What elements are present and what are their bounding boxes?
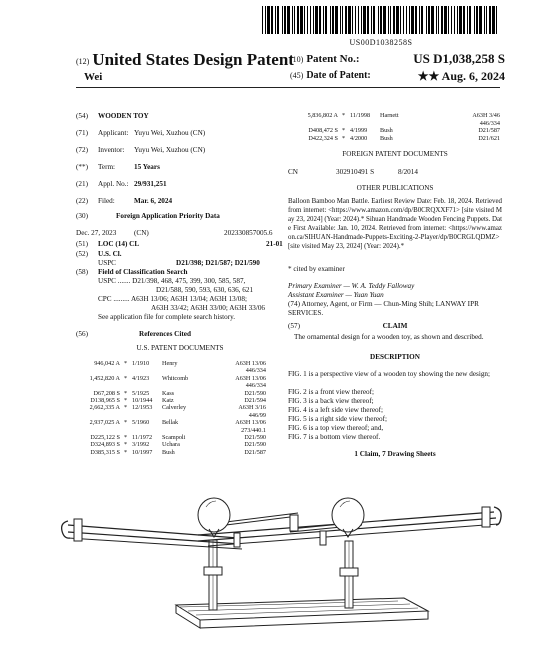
reference-name: Bellak — [162, 419, 179, 427]
reference-class: D21/621 — [478, 134, 500, 142]
right-puppet-post — [340, 541, 358, 608]
barcode-bar — [307, 6, 308, 34]
reference-number: D324,893 S — [90, 441, 120, 449]
inid-code: (54) — [76, 112, 88, 120]
reference-date: 4/1999 — [350, 127, 368, 135]
reference-date: 4/1923 — [132, 374, 150, 382]
barcode-bar — [444, 6, 447, 34]
priority-date: Dec. 27, 2023 — [76, 229, 117, 237]
reference-number: 5,836,802 A — [307, 112, 338, 119]
barcode-bar — [358, 6, 359, 34]
field-note-text: See application file for complete search history. — [98, 313, 236, 321]
inid-code: (57) — [288, 322, 300, 330]
barcode-bar — [352, 6, 353, 34]
reference-number: D138,965 S — [90, 397, 120, 404]
claim-text: The ornamental design for a wooden toy, as shown and described. — [294, 333, 484, 341]
biblio-label: Filed: — [98, 197, 115, 205]
reference-name: Uchara — [162, 441, 180, 449]
barcode-bar — [319, 6, 321, 34]
uscl-label: U.S. Cl. — [98, 250, 122, 258]
reference-star: * — [342, 127, 346, 135]
patent-date-label: Date of Patent: — [306, 70, 371, 81]
figure-description: FIG. 3 is a back view thereof; — [288, 397, 374, 405]
reference-number: D67,208 S — [93, 389, 120, 397]
filed-value: Mar. 6, 2024 — [134, 197, 173, 205]
biblio-label: Term: — [98, 163, 116, 171]
inventor-short-name: Wei — [84, 71, 103, 83]
inid-code: (56) — [76, 330, 88, 338]
barcode-bar — [459, 6, 462, 34]
barcode-bar — [457, 6, 458, 34]
reference-name: Bush — [162, 448, 175, 456]
barcode-bar — [304, 6, 305, 34]
barcode-bar — [438, 6, 439, 34]
reference-star: * — [342, 134, 346, 142]
barcode-bar — [419, 6, 420, 34]
foreign-row — [288, 168, 502, 177]
barcode-bar — [355, 6, 356, 34]
description-title: DESCRIPTION — [370, 353, 420, 361]
references-title: References Cited — [139, 330, 191, 338]
barcode-bar — [469, 6, 471, 34]
other-publications-text: Balloon Bamboo Man Battle. Earliest Review Date: Feb. 18, 2024. Retrieved from internet: <https://www.amazon.com/dp/B0CRQXXF71> [site visited May 23, 2024] (Year: 2024).* Sihuan Handmade Wooden Fencing Puppets. Date First Available: Jan. 10, 2024. Retrieved from internet: <https://www.amazon.ca/SIHUAN-Handmade-Puppets-Exciting-2-Player/dp/B0CRGLQDMZ> [site visited May 23, 2024] (Year: 2024).* — [288, 198, 502, 250]
reference-class: D21/590 — [244, 441, 266, 449]
reference-star: * — [124, 360, 128, 367]
figure-description: FIG. 6 is a top view thereof; and, — [288, 424, 384, 432]
barcode-bar — [340, 6, 341, 34]
inid-code: (71) — [76, 129, 88, 137]
attorney-agent: (74) Attorney, Agent, or Firm — Chun-Ming Shih; LANWAY IPR SERVICES. — [288, 300, 479, 318]
reference-date: 5/1925 — [132, 389, 150, 397]
reference-number: D408,472 S — [308, 127, 338, 135]
barcode-bar — [476, 6, 478, 34]
field-cpc-text: CPC ......... A63H 13/06; A63H 13/04; A63H 13/08; — [98, 295, 247, 303]
reference-date: 5/1960 — [132, 419, 150, 427]
figure-description: FIG. 2 is a front view thereof; — [288, 388, 375, 396]
foreign-title: FOREIGN PATENT DOCUMENTS — [342, 150, 448, 158]
document-type: United States Design Patent — [92, 50, 294, 69]
reference-date: 4/2000 — [350, 134, 368, 142]
locarno-value: 21-01 — [266, 240, 283, 248]
barcode-bar — [441, 6, 443, 34]
reference-name: Katz — [162, 397, 174, 404]
reference-star: * — [124, 397, 128, 404]
barcode-bar — [474, 6, 475, 34]
barcode-bar — [479, 6, 482, 34]
reference-name: Scampoli — [162, 434, 186, 441]
uspc-label: USPC — [98, 259, 116, 267]
inid-code: (21) — [76, 180, 88, 188]
assistant-examiner: Assistant Examiner — Yuan Yuan — [288, 291, 384, 299]
barcode-bar — [348, 6, 351, 34]
reference-class: A63H 13/06 — [235, 374, 266, 382]
inid-code: (**) — [76, 163, 88, 171]
barcode-bar — [451, 6, 452, 34]
patent-date-line — [290, 70, 505, 81]
barcode-bar — [363, 6, 366, 34]
reference-star: * — [342, 112, 346, 119]
barcode-bar — [396, 6, 399, 34]
claim-title: CLAIM — [382, 322, 408, 330]
barcode-bar — [467, 6, 468, 34]
barcode-bar — [411, 6, 414, 34]
reference-date: 11/1972 — [132, 434, 153, 441]
barcode-bar — [436, 6, 437, 34]
barcode-bar — [492, 6, 495, 34]
barcode-bar — [448, 6, 449, 34]
patent-number: US D1,038,258 S — [413, 51, 505, 66]
reference-class: A63H 3/46 — [472, 112, 500, 119]
foreign-date: 8/2014 — [398, 168, 418, 176]
reference-star: * — [124, 441, 128, 449]
barcode-bar — [332, 6, 334, 34]
reference-class-secondary: 273/440.1 — [241, 426, 266, 434]
barcode-bar — [294, 6, 295, 34]
reference-name: Kass — [162, 389, 175, 397]
field-uspc-text: D21/588, 590, 593, 630, 636, 621 — [156, 286, 254, 294]
reference-class: A63H 13/06 — [235, 419, 266, 427]
barcode-bar — [265, 6, 266, 34]
reference-number: 1,452,820 A — [89, 374, 120, 382]
reference-class-secondary: 446/334 — [245, 382, 266, 390]
reference-star: * — [124, 374, 128, 382]
reference-name: Calverley — [162, 404, 187, 412]
reference-class: D21/590 — [244, 434, 266, 441]
inid-code-10: (10) — [290, 55, 304, 64]
left-puppet-post — [204, 540, 222, 610]
inid-code: (51) — [76, 240, 88, 248]
figure-description: FIG. 1 is a perspective view of a wooden toy showing the new design; — [288, 370, 491, 378]
priority-title: Foreign Application Priority Data — [116, 212, 220, 220]
field-uspc-text: USPC ....... D21/398, 468, 475, 399, 300, 585, 587, — [98, 277, 246, 285]
claims-drawings-count: 1 Claim, 7 Drawing Sheets — [354, 450, 436, 458]
reference-class: D21/594 — [244, 397, 266, 404]
reference-class-secondary: 446/99 — [248, 411, 266, 419]
inid-code: (52) — [76, 250, 88, 258]
reference-date: 3/1992 — [132, 441, 150, 449]
barcode-bar — [406, 6, 407, 34]
barcode-number: US00D1038258S — [349, 38, 413, 47]
inid-code-45: (45) — [290, 71, 304, 80]
barcode-bar — [428, 6, 430, 34]
reference-class: D21/587 — [244, 448, 266, 456]
biblio-label: Inventor: — [98, 146, 125, 154]
field-title: Field of Classification Search — [98, 268, 188, 276]
barcode-bar — [454, 6, 455, 34]
barcode-bar — [310, 6, 311, 34]
reference-number: 946,042 A — [94, 360, 120, 367]
barcode-bar — [371, 6, 372, 34]
barcode-bar — [400, 6, 401, 34]
field-cpc-text: A63H 33/42; A63H 33/00; A63H 33/06 — [151, 304, 266, 312]
figure-description: FIG. 7 is a bottom view thereof. — [288, 433, 381, 441]
barcode-bar — [393, 6, 395, 34]
foreign-country: CN — [288, 168, 298, 176]
reference-star: * — [124, 434, 128, 441]
barcode-bar — [342, 6, 343, 34]
locarno-label: LOC (14) CL — [98, 240, 140, 248]
appl-no-value: 29/931,251 — [134, 180, 167, 188]
barcode-bar — [373, 6, 375, 34]
barcode-bar — [496, 6, 497, 34]
barcode-bar — [486, 6, 487, 34]
figure-description: FIG. 4 is a left side view thereof; — [288, 406, 384, 414]
reference-date: 12/1953 — [132, 404, 153, 412]
primary-examiner: Primary Examiner — W. A. Teddy Falloway — [288, 282, 415, 290]
reference-class: A63H 13/06 — [235, 360, 266, 367]
balloon-heads — [198, 498, 364, 537]
reference-star: * — [124, 389, 128, 397]
inid-code: (22) — [76, 197, 88, 205]
patent-date: ★★ Aug. 6, 2024 — [417, 69, 505, 83]
barcode-image — [262, 6, 500, 34]
reference-star: * — [124, 419, 128, 427]
barcode-bar — [287, 6, 290, 34]
figure-description: FIG. 5 is a right side view thereof; — [288, 415, 388, 423]
barcode-bar — [380, 6, 382, 34]
barcode-bar — [335, 6, 338, 34]
reference-name: Whitcomb — [162, 374, 189, 382]
reference-name: Harnett — [380, 112, 399, 119]
barcode-bar — [383, 6, 386, 34]
other-publications-title: OTHER PUBLICATIONS — [356, 184, 434, 192]
barcode-bar — [313, 6, 314, 34]
reference-class: D21/587 — [478, 127, 500, 135]
term-value: 15 Years — [134, 163, 160, 171]
reference-date: 10/1997 — [132, 448, 153, 456]
patent-number-line — [290, 53, 505, 65]
inid-code: (30) — [76, 212, 88, 220]
patent-number-label: Patent No.: — [306, 53, 360, 65]
barcode-bar — [463, 6, 465, 34]
reference-date: 10/1944 — [132, 397, 153, 404]
barcode-bar — [262, 6, 263, 34]
barcode-bar — [361, 6, 362, 34]
inid-code: (58) — [76, 268, 88, 276]
barcode-bar — [275, 6, 276, 34]
barcode-bar — [323, 6, 324, 34]
barcode-bar — [297, 6, 299, 34]
barcode-bar — [292, 6, 293, 34]
wooden-toy-drawing — [58, 455, 503, 667]
barcode-bar — [403, 6, 404, 34]
barcode-bar — [315, 6, 318, 34]
reference-number: D385,315 S — [90, 448, 120, 456]
reference-class-secondary: 446/334 — [479, 119, 500, 127]
reference-date: 11/1998 — [350, 112, 371, 119]
header-divider — [76, 87, 500, 88]
reference-class: D21/590 — [244, 389, 266, 397]
barcode-bar — [409, 6, 410, 34]
priority-number: 202330857005.6 — [224, 229, 273, 237]
barcode-bar — [367, 6, 369, 34]
barcode-bar — [325, 6, 327, 34]
title-value: WOODEN TOY — [98, 112, 149, 120]
barcode-bar — [271, 6, 273, 34]
claim-heading — [288, 322, 502, 331]
barcode-bar — [489, 6, 491, 34]
document-type-heading — [76, 50, 294, 70]
barcode-bar — [378, 6, 379, 34]
barcode-bar — [415, 6, 417, 34]
barcode-bar — [267, 6, 270, 34]
barcode-bar — [390, 6, 391, 34]
barcode-bar — [426, 6, 427, 34]
reference-name: Bush — [380, 127, 393, 135]
reference-name: Bush — [380, 134, 393, 142]
barcode-bar — [421, 6, 423, 34]
references-subtitle: U.S. PATENT DOCUMENTS — [136, 344, 224, 352]
barcode-bar — [388, 6, 389, 34]
inid-code-12: (12) — [76, 56, 90, 66]
reference-number: 2,662,335 A — [89, 404, 120, 412]
barcode-bar — [300, 6, 303, 34]
biblio-label: Applicant: — [98, 129, 129, 137]
barcode-bar — [330, 6, 331, 34]
priority-country: (CN) — [134, 229, 149, 237]
reference-number: D422,324 S — [308, 134, 338, 142]
inid-code: (72) — [76, 146, 88, 154]
biblio-label: Appl. No.: — [98, 180, 129, 188]
reference-number: 2,937,025 A — [89, 419, 120, 427]
reference-name: Henry — [162, 360, 178, 367]
uspc-value: D21/398; D21/587; D21/590 — [176, 259, 260, 267]
inventor-value: Yuyu Wei, Xuzhou (CN) — [134, 146, 206, 154]
barcode-bar — [431, 6, 434, 34]
applicant-value: Yuyu Wei, Xuzhou (CN) — [134, 129, 206, 137]
barcode-bar — [484, 6, 485, 34]
barcode-bar — [345, 6, 347, 34]
foreign-number: 302910491 S — [336, 168, 375, 176]
barcode-bar — [277, 6, 279, 34]
reference-star: * — [124, 404, 128, 412]
reference-date: 1/1910 — [132, 360, 150, 367]
barcode-bar — [284, 6, 286, 34]
cited-by-examiner: * cited by examiner — [288, 265, 345, 273]
reference-number: D225,122 S — [90, 434, 120, 441]
reference-star: * — [124, 448, 128, 456]
reference-class-secondary: 446/334 — [245, 367, 266, 375]
barcode-bar — [282, 6, 283, 34]
reference-class: A63H 3/16 — [238, 404, 266, 412]
